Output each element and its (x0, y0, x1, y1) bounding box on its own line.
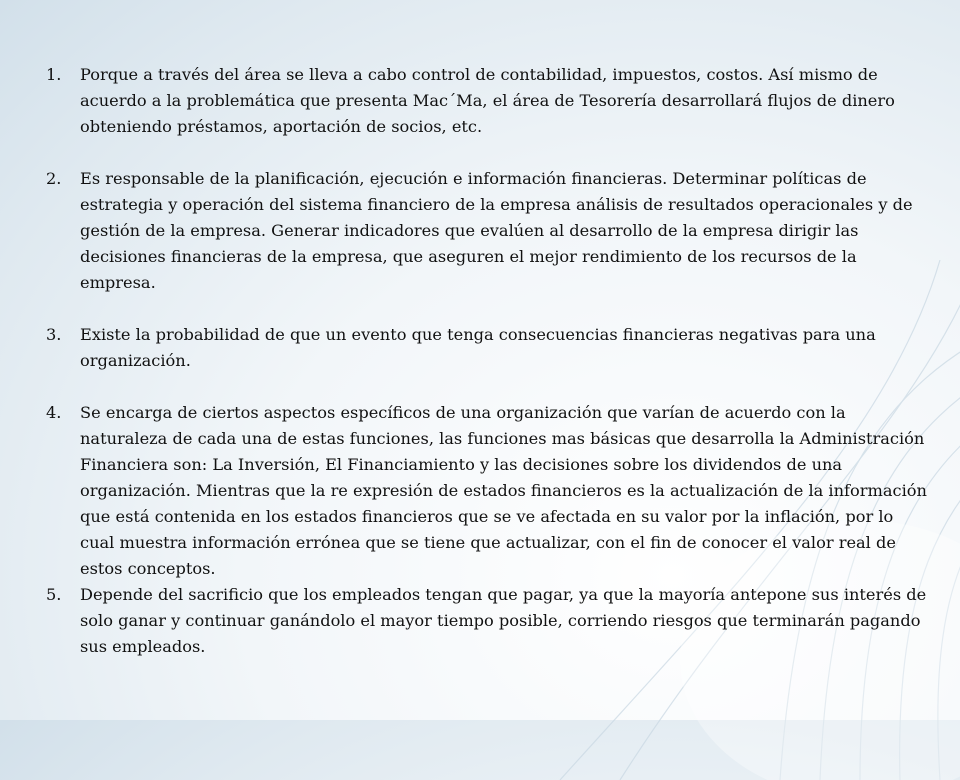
numbered-list (46, 62, 930, 660)
item-text: Porque a través del área se lleva a cabo control de contabilidad, impuestos, costos. Así mismo de acuerdo a la problemática que presenta Mac´Ma, el área de Tesorería desarrollará flujos de dinero obteniendo préstamos, aportación de socios, etc. (80, 65, 895, 136)
item-text: Depende del sacrificio que los empleados tengan que pagar, ya que la mayoría antepone sus interés de solo ganar y continuar ganándolo el mayor tiempo posible, corriendo riesgos que terminarán pagando sus empleados. (80, 585, 927, 656)
content-area (46, 62, 930, 660)
list-item (46, 166, 930, 296)
item-number: 5. (46, 585, 62, 604)
item-number: 1. (46, 65, 62, 84)
item-number: 2. (46, 169, 62, 188)
item-text: Existe la probabilidad de que un evento que tenga consecuencias financieras negativas para una organización. (80, 325, 876, 370)
item-text: Es responsable de la planificación, ejecución e información financieras. Determinar políticas de estrategia y operación del sistema financiero de la empresa análisis de resultados operacionales y de gestión de la empresa. Generar indicadores que evalúen al desarrollo de la empresa dirigir las decisiones financieras de la empresa, que aseguren el mejor rendimiento de los recursos de la empresa. (80, 169, 913, 292)
list-item (46, 400, 930, 582)
list-item (46, 62, 930, 140)
item-text: Se encarga de ciertos aspectos específicos de una organización que varían de acuerdo con la naturaleza de cada una de estas funciones, las funciones mas básicas que desarrolla la Administración Financiera son: La Inversión, El Financiamiento y las decisiones sobre los dividendos de una organización. Mientras que la re expresión de estados financieros es la actualización de la información que está contenida en los estados financieros que se ve afectada en su valor por la inflación, por lo cual muestra información errónea que se tiene que actualizar, con el fin de conocer el valor real de estos conceptos. (80, 403, 927, 578)
item-number: 3. (46, 325, 62, 344)
list-item (46, 322, 930, 374)
item-number: 4. (46, 403, 62, 422)
list-item (46, 582, 930, 660)
